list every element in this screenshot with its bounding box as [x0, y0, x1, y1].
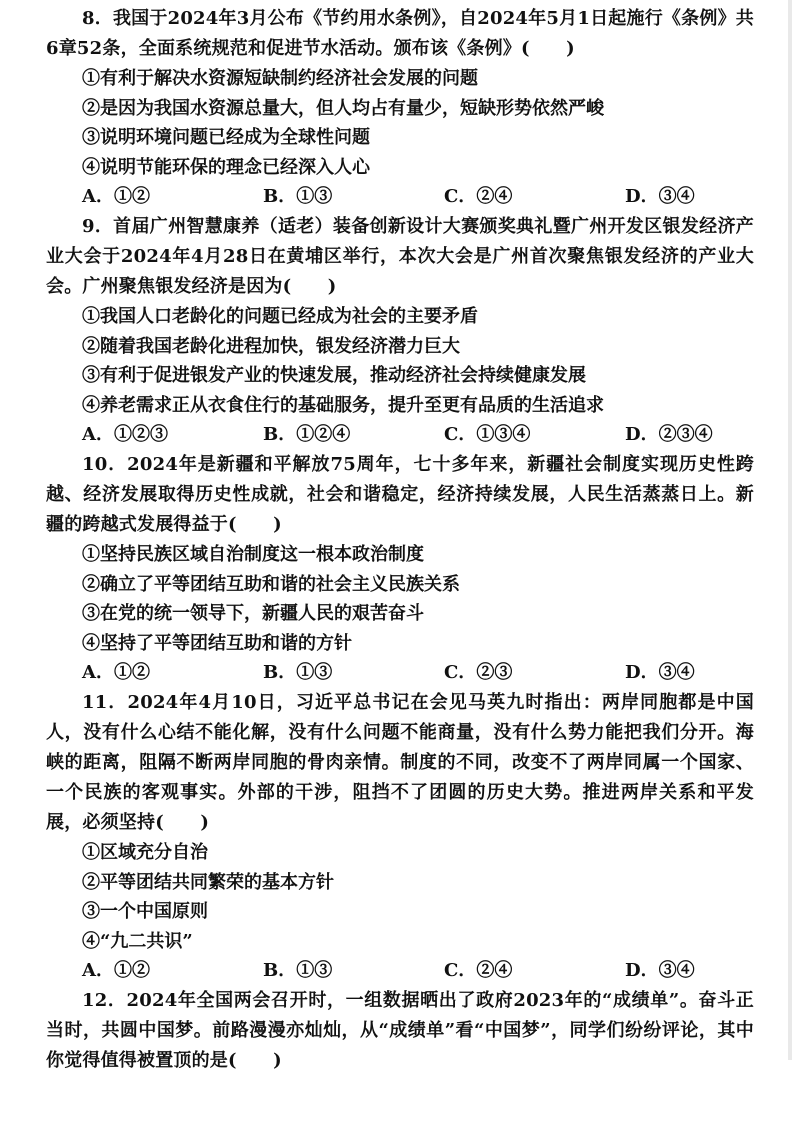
choice-c[interactable]: C．②③	[444, 662, 513, 683]
statement-option: ②是因为我国水资源总量大，但人均占有量少，短缺形势依然严峻	[82, 97, 604, 119]
statement-option: ④坚持了平等团结互助和谐的方针	[82, 632, 352, 654]
choice-d[interactable]: D．②③④	[625, 424, 713, 445]
choice-a[interactable]: A．①②③	[82, 424, 168, 445]
statement-option: ①区域充分自治	[82, 842, 208, 863]
scan-edge-shadow	[788, 0, 792, 1060]
choice-d[interactable]: D．③④	[625, 186, 695, 207]
question-stem: 11．2024年4月10日，习近平总书记在会见马英九时指出：两岸同胞都是中国人，没有什么心结不能化解，没有什么问题不能商量，没有什么势力能把我们分开。海峡的距离，阻隔不断两岸同胞的骨肉亲情。制度的不同，改变不了两岸同属一个国家、一个民族的客观事实。外部的干涉，阻挡不了团圆的历史大势。推进两岸关系和平发展，必须坚持( )	[46, 692, 754, 833]
choice-a[interactable]: A．①②	[82, 960, 150, 981]
statement-option: ④养老需求正从衣食住行的基础服务，提升至更有品质的生活追求	[82, 394, 604, 416]
statement-option: ④“九二共识”	[82, 930, 193, 952]
question-9	[46, 212, 754, 450]
statement-option: ④说明节能环保的理念已经深入人心	[82, 156, 370, 178]
statement-option: ②确立了平等团结互助和谐的社会主义民族关系	[82, 573, 460, 595]
choice-c[interactable]: C．②④	[444, 960, 513, 981]
statement-option: ③有利于促进银发产业的快速发展，推动经济社会持续健康发展	[82, 365, 586, 386]
statement-option: ③一个中国原则	[82, 901, 208, 922]
statement-option: ③说明环境问题已经成为全球性问题	[82, 127, 370, 148]
statement-option: ②随着我国老龄化进程加快，银发经济潜力巨大	[82, 335, 460, 357]
statement-option: ①坚持民族区域自治制度这一根本政治制度	[82, 544, 424, 565]
question-stem: 9．首届广州智慧康养（适老）装备创新设计大赛颁奖典礼暨广州开发区银发经济产业大会于2024年4月28日在黄埔区举行，本次大会是广州首次聚焦银发经济的产业大会。广州聚焦银发经济是因为( )	[46, 216, 754, 297]
statement-option: ③在党的统一领导下，新疆人民的艰苦奋斗	[82, 603, 424, 624]
question-12	[46, 986, 754, 1076]
question-stem: 12．2024年全国两会召开时，一组数据晒出了政府2023年的“成绩单”。奋斗正当时，共圆中国梦。前路漫漫亦灿灿，从“成绩单”看“中国梦”，同学们纷纷评论，其中你觉得值得被置顶的是( )	[46, 990, 754, 1071]
question-11	[46, 688, 754, 986]
choice-c[interactable]: C．②④	[444, 186, 513, 207]
choice-b[interactable]: B．①②④	[263, 424, 351, 445]
statement-option: ②平等团结共同繁荣的基本方针	[82, 871, 334, 893]
question-stem: 10．2024年是新疆和平解放75周年，七十多年来，新疆社会制度实现历史性跨越、经济发展取得历史性成就，社会和谐稳定，经济持续发展，人民生活蒸蒸日上。新疆的跨越式发展得益于( )	[46, 454, 754, 535]
choice-b[interactable]: B．①③	[263, 960, 333, 981]
choice-a[interactable]: A．①②	[82, 186, 150, 207]
answer-choices	[46, 658, 754, 688]
choice-d[interactable]: D．③④	[625, 960, 695, 981]
question-8	[46, 4, 754, 212]
choice-b[interactable]: B．①③	[263, 662, 333, 683]
answer-choices	[46, 420, 754, 450]
choice-d[interactable]: D．③④	[625, 662, 695, 683]
question-10	[46, 450, 754, 688]
answer-choices	[46, 182, 754, 212]
statement-option: ①我国人口老龄化的问题已经成为社会的主要矛盾	[82, 306, 478, 327]
question-stem: 8．我国于2024年3月公布《节约用水条例》，自2024年5月1日起施行《条例》共6章52条，全面系统规范和促进节水活动。颁布该《条例》( )	[46, 8, 754, 59]
choice-b[interactable]: B．①③	[263, 186, 333, 207]
choice-a[interactable]: A．①②	[82, 662, 150, 683]
answer-choices	[46, 956, 754, 986]
choice-c[interactable]: C．①③④	[444, 424, 531, 445]
statement-option: ①有利于解决水资源短缺制约经济社会发展的问题	[82, 68, 478, 89]
